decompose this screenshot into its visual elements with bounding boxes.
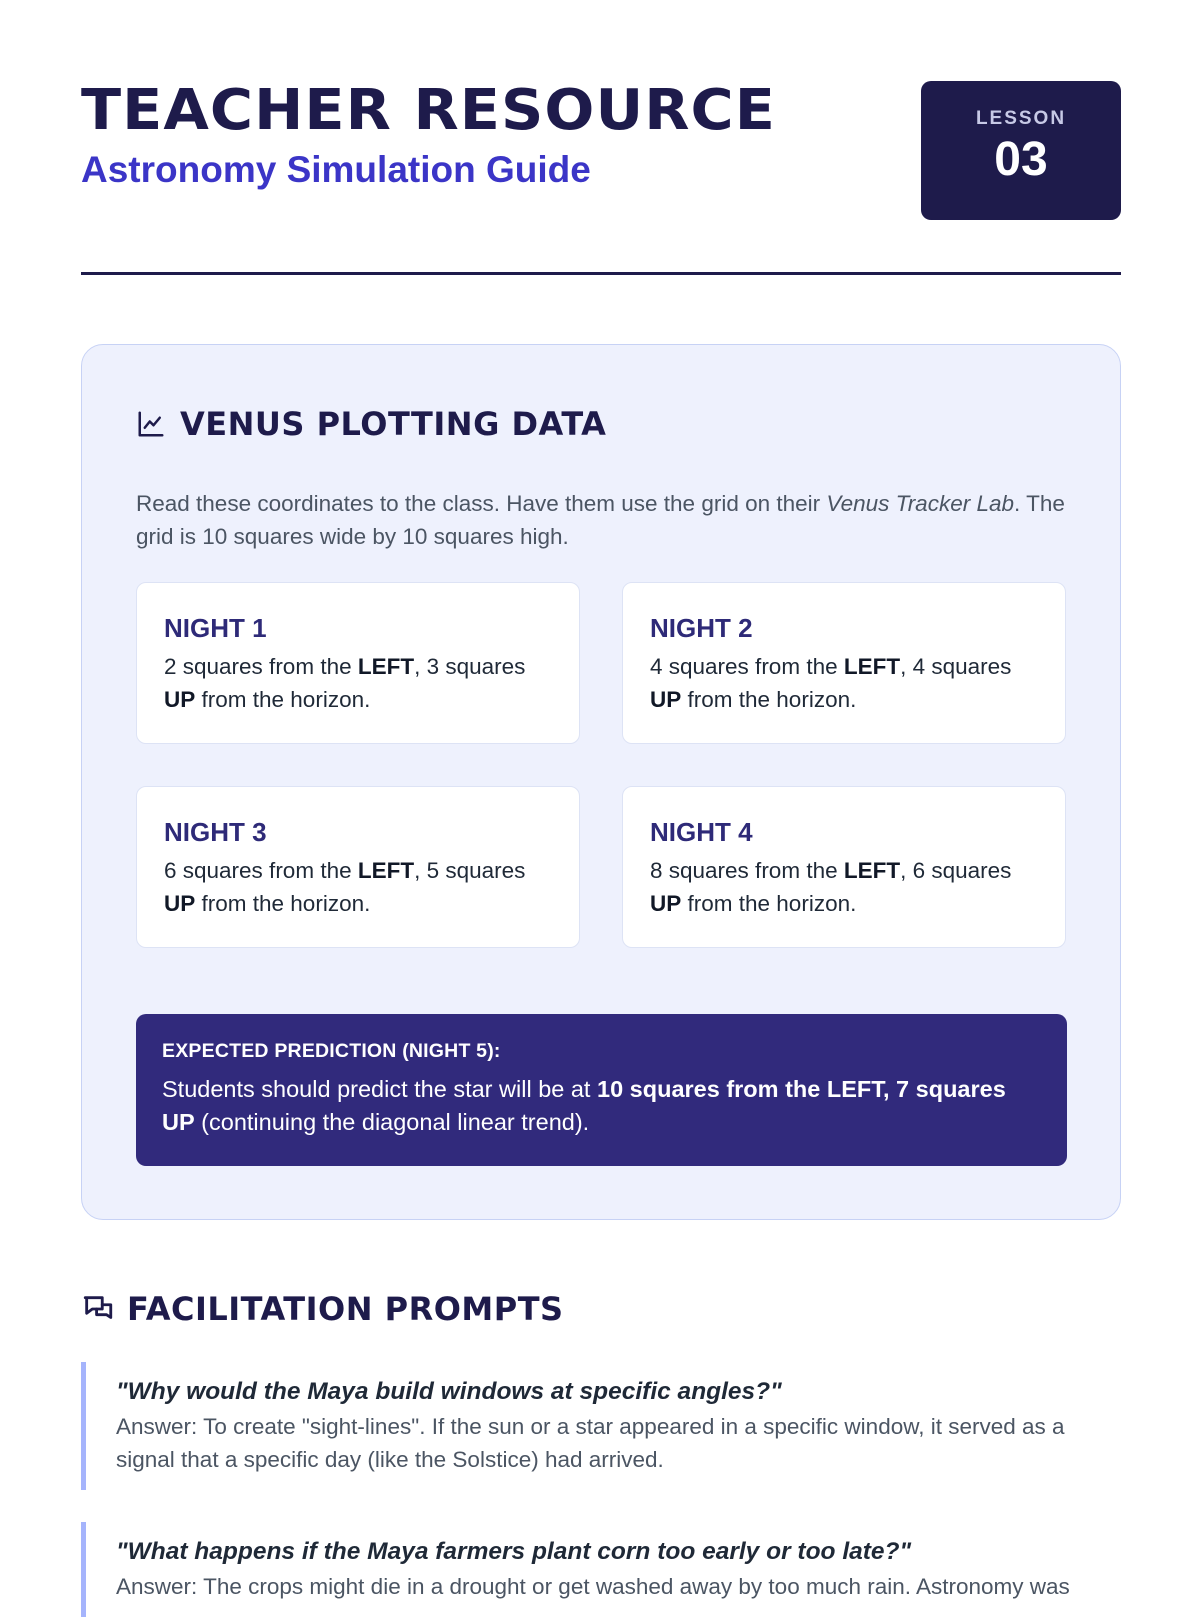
night-title: NIGHT 2: [650, 613, 753, 643]
line-chart-icon: [136, 409, 166, 439]
night-card-3: [136, 786, 580, 948]
night-coordinates: [164, 854, 553, 920]
night-text-mid: , 3 squares: [414, 654, 526, 679]
venus-plotting-panel: [81, 344, 1121, 1220]
night-text-pre: 4 squares from the: [650, 654, 844, 679]
header: [81, 0, 1121, 276]
header-divider: [81, 272, 1121, 275]
night-coordinates: [650, 650, 1039, 716]
prediction-text-post: (continuing the diagonal linear trend).: [194, 1109, 590, 1135]
intro-text-end: . The grid is 10 squares wide by 10 squares high.: [136, 491, 1065, 549]
facilitation-heading-text: FACILITATION PROMPTS: [127, 1290, 564, 1328]
facilitation-prompt-1: [81, 1362, 1121, 1490]
night-card-2: [622, 582, 1066, 744]
lesson-number: 03: [994, 133, 1048, 186]
night-text-pre: 2 squares from the: [164, 654, 358, 679]
prompt-question: "What happens if the Maya farmers plant corn too early or too late?": [116, 1538, 912, 1565]
night-text-post: from the horizon.: [195, 687, 371, 712]
expected-prediction-box: [136, 1014, 1067, 1166]
night-text-pre: 6 squares from the: [164, 858, 358, 883]
intro-lab-name: Venus Tracker Lab: [826, 491, 1014, 516]
facilitation-prompt-2: [81, 1522, 1121, 1617]
night-text-post: from the horizon.: [195, 891, 371, 916]
night-title: NIGHT 1: [164, 613, 267, 643]
page-title: TEACHER RESOURCE: [81, 78, 776, 143]
night-text-mid: , 5 squares: [414, 858, 526, 883]
night-text-mid: , 4 squares: [900, 654, 1012, 679]
night-coordinates: [164, 650, 553, 716]
prompt-answer: Answer: To create "sight-lines". If the sun or a star appeared in a specific window, it served as a signal that a specific day (like the Solstice) had arrived.: [116, 1414, 1065, 1472]
prediction-text-pre: Students should predict the star will be at: [162, 1076, 597, 1102]
page-subtitle: Astronomy Simulation Guide: [81, 149, 591, 190]
prompt-question: "Why would the Maya build windows at specific angles?": [116, 1378, 782, 1405]
prediction-text: [162, 1073, 1041, 1139]
prediction-label: EXPECTED PREDICTION (NIGHT 5):: [162, 1040, 501, 1062]
lesson-badge: [921, 81, 1121, 220]
teacher-resource-page: [81, 0, 1121, 1599]
night-text-left: LEFT: [357, 858, 415, 883]
night-text-up: UP: [164, 891, 196, 916]
venus-heading: [136, 405, 606, 443]
intro-text-start: Read these coordinates to the class. Have them use the grid on their: [136, 491, 827, 516]
night-text-post: from the horizon.: [681, 687, 857, 712]
night-text-mid: , 6 squares: [900, 858, 1012, 883]
night-text-left: LEFT: [843, 654, 901, 679]
chat-bubbles-icon: [81, 1292, 115, 1326]
night-text-left: LEFT: [843, 858, 901, 883]
facilitation-heading: [81, 1290, 564, 1328]
venus-intro: [136, 487, 1066, 553]
night-coordinates: [650, 854, 1039, 920]
night-title: NIGHT 4: [650, 817, 753, 847]
prompt-answer: Answer: The crops might die in a drought or get washed away by too much rain. Astronomy was: [116, 1574, 1070, 1599]
venus-heading-text: VENUS PLOTTING DATA: [180, 405, 607, 443]
lesson-label: LESSON: [975, 108, 1067, 129]
night-title: NIGHT 3: [164, 817, 267, 847]
night-card-1: [136, 582, 580, 744]
night-text-post: from the horizon.: [681, 891, 857, 916]
night-text-pre: 8 squares from the: [650, 858, 844, 883]
prediction-coordinates: 10 squares from the LEFT, 7 squares UP: [162, 1076, 1006, 1135]
night-text-up: UP: [650, 891, 682, 916]
night-text-up: UP: [650, 687, 682, 712]
night-card-4: [622, 786, 1066, 948]
night-text-up: UP: [164, 687, 196, 712]
night-text-left: LEFT: [357, 654, 415, 679]
